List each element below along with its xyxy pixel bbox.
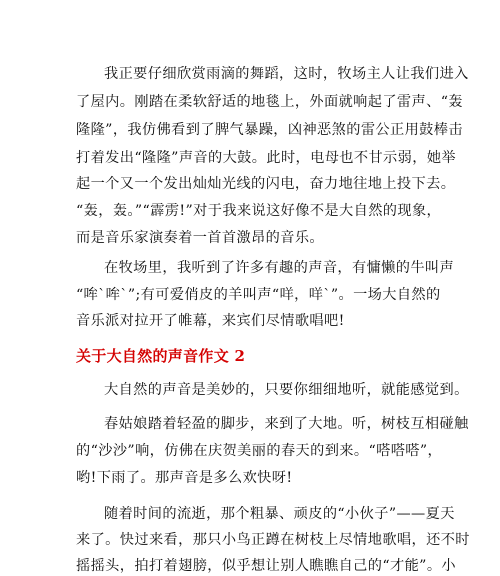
section-heading: 关于大自然的声音作文 2 [76, 347, 246, 365]
paragraph-4-line-2: 的“沙沙”响，仿佛在庆贺美丽的春天的到来。“嗒嗒嗒”， [76, 443, 443, 459]
paragraph-5-line-2: 来了。快过来看，那只小鸟正蹲在树枝上尽情地歌唱，还不时 [76, 532, 470, 548]
paragraph-5-line-3: 摇摇头，拍打着翅膀，似乎想让别人瞧瞧自己的“才能”。小 [76, 558, 456, 574]
paragraph-3-line-1: 大自然的声音是美妙的，只要你细细地听，就能感觉到。 [104, 382, 469, 398]
paragraph-1-line-4: 打着发出“隆隆”声音的大鼓。此时，电母也不甘示弱，她举 [76, 150, 456, 166]
paragraph-1-line-5: 起一个又一个发出灿灿光线的闪电，奋力地往地上投下去。 [76, 176, 456, 192]
paragraph-1-line-3: 隆隆”，我仿佛看到了脾气暴躁，凶神恶煞的雷公正用鼓棒击 [76, 122, 463, 138]
paragraph-5-line-1: 随着时间的流逝，那个粗暴、顽皮的“小伙子”——夏天 [104, 506, 455, 522]
paragraph-2-line-2: “哞`哞`”;有可爱俏皮的羊叫声“咩，咩`”。一场大自然的 [76, 287, 441, 303]
paragraph-4-line-3: 哟!下雨了。那声音是多么欢快呀! [76, 470, 293, 486]
paragraph-4-line-1: 春姑娘踏着轻盈的脚步，来到了大地。听，树枝互相碰触 [104, 416, 469, 432]
paragraph-1-line-7: 而是音乐家演奏着一首首激昂的音乐。 [76, 230, 324, 246]
paragraph-1-line-2: 了屋内。刚踏在柔软舒适的地毯上，外面就响起了雷声、“轰 [76, 94, 463, 110]
paragraph-2-line-1: 在牧场里，我听到了许多有趣的声音，有慵懒的牛叫声 [104, 260, 455, 276]
paragraph-2-line-3: 音乐派对拉开了帷幕，来宾们尽情歌唱吧! [76, 313, 345, 329]
paragraph-1-line-6: “轰，轰。”“霹雳!”对于我来说这好像不是大自然的现象， [76, 203, 442, 219]
paragraph-1-line-1: 我正要仔细欣赏雨滴的舞蹈，这时，牧场主人让我们进入 [104, 66, 469, 82]
